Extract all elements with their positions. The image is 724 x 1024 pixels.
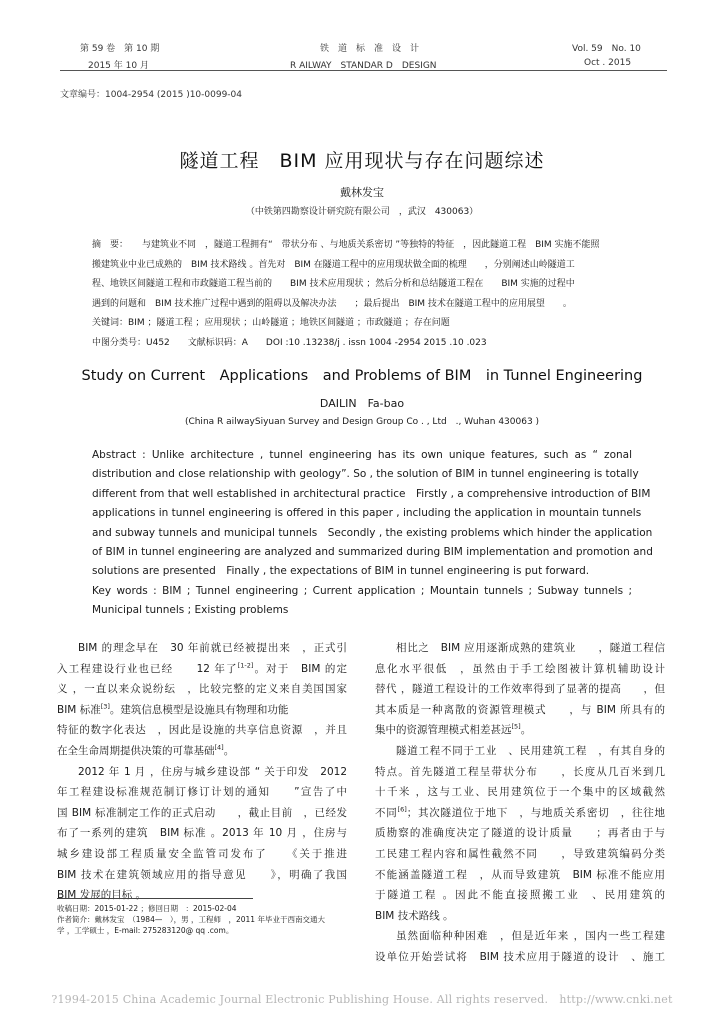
citation: [1-2] (237, 661, 254, 670)
body-line: 2012 年 1 月 ，住房与城乡建设部 “ 关于印发 2012 (78, 765, 347, 778)
article-number: 文章编号：1004-2954 (2015 )10-0099-04 (60, 90, 243, 100)
body-line: BIM 技术在建筑领域应用的指导意见 》，明确了我国 (57, 868, 347, 881)
body-line: 集中的资源管理模式相差甚远[5]。 (375, 722, 532, 737)
abstract-chinese (92, 236, 628, 353)
abstract-line: 搬建筑业中业已成熟的 BIM 技术路线 。首先对 BIM 在隧道工程中的应用现状做全面的梳理 ，分别阐述山岭隧道工 (92, 259, 575, 270)
body-line: 入工程建设行业也已经 12 年了[1-2]。对于 BIM 的定 (57, 661, 347, 675)
citation: [6] (397, 805, 407, 814)
abstract-en-line: different from that well established in architectural practice Firstly , a comprehensive introduction of BIM (92, 487, 651, 500)
body-line: 虽然面临种种困难 ，但是近年来 ，国内一些工程建 (396, 930, 665, 943)
body-line: 工民建工程内容和属性截然不同 ，导致建筑编码分类 (375, 847, 665, 860)
citation: [3] (100, 702, 110, 711)
citation: [4] (214, 743, 224, 752)
footnote-author-email: 学 ，工学硕士 ，E-mail: 275283120@ qq .com。 (57, 926, 234, 935)
keywords-label: 关键词： (92, 318, 129, 328)
abstract-en-line: applications in tunnel engineering is offered in this paper , including the application in mountain tunnels (92, 507, 642, 520)
body-line: 布了一系列的建筑 BIM 标准 。2013 年 10 月 ，住房与 (57, 827, 347, 840)
body-line: 特点。首先隧道工程呈带状分布 ，长度从几百米到几 (375, 765, 665, 778)
footnote-author-bio: 作者简介：戴林发宝 （1984— ），男 ，工程师 ，2011 年毕业于西南交通大 (57, 915, 325, 924)
header-journal-zh: 铁 道 标 准 设 计 (320, 44, 420, 54)
body-line: 特征的数字化表达 ，因此是设施的共享信息资源 ，并且 (57, 724, 347, 737)
author-chinese: 戴林发宝 (340, 186, 384, 199)
abstract-label: 摘 要： (92, 240, 129, 250)
citation: [5] (511, 722, 521, 731)
body-line: 城乡建设部工程质量安全监管司发布了 《关于推进 (57, 847, 347, 860)
copyright-footer: ?1994-2015 China Academic Journal Electronic Publishing House. All rights reserved. http://www.cnki.net (51, 993, 673, 1006)
body-line: BIM 的理念早在 30 年前就已经被提出来 ，正式引 (78, 642, 347, 654)
affiliation-english: (China R ailwaySiyuan Survey and Design Group Co . , Ltd ., Wuhan 430063 ) (184, 417, 540, 427)
body-line: 十千米 ，这与工业、民用建筑位于一个集中的区域截然 (375, 786, 665, 799)
abstract-en-line: solutions are presented Finally , the expectations of BIM in tunnel engineering is put forward. (92, 565, 590, 578)
body-line: 义 ，一直以来众说纷纭 ，比较完整的定义来自美国国家 (57, 683, 347, 696)
body-line: 不能涵盖隧道工程 ，从而导致建筑 BIM 标准不能应用 (375, 868, 665, 881)
body-column-right (375, 638, 665, 968)
body-line: 不同[6]；其次隧道位于地下 ，与地质关系密切 ，往往地 (375, 805, 666, 819)
body-line: 年工程建设标准规范制订修订计划的通知 ”宣告了中 (57, 786, 347, 799)
abstract-english (92, 446, 653, 621)
footnote (57, 903, 357, 936)
keywords-en-line: Key words : BIM ; Tunnel engineering ; Current application ; Mountain tunnels ; Subway tunnels ; (92, 584, 632, 597)
header-journal-en: R AILWAY STANDAR D DESIGN (290, 61, 437, 71)
abstract-en-line: distribution and close relationship with geology”. So , the solution of BIM in tunnel engineering is totally (92, 468, 639, 481)
body-line: 设单位开始尝试将 BIM 技术应用于隧道的设计 、施工 (375, 950, 665, 963)
header-volume: 第 59 卷 第 10 期 (80, 44, 160, 54)
abstract-line: 程、地铁区间隧道工程和市政隧道工程当前的 BIM 技术应用现状 ；然后分析和总结隧道工程在 BIM 实施的过程中 (92, 279, 575, 289)
abstract-en-line: of BIM in tunnel engineering are analyzed and summarized during BIM implementation and promotion and (92, 546, 653, 559)
title-english: Study on Current Applications and Problems of BIM in Tunnel Engineering (81, 368, 643, 384)
body-line: 于隧道工程 。因此不能直接照搬工业 、民用建筑的 (375, 889, 665, 902)
footnote-received: 收稿日期：2015-01-22 ；修回日期 ：2015-02-04 (57, 904, 237, 913)
keywords-chinese: BIM ；隧道工程 ；应用现状 ；山岭隧道 ；地铁区间隧道 ；市政隧道 ；存在问题 (128, 318, 450, 328)
abstract-en-line: Abstract : Unlike architecture , tunnel engineering has its own unique features, such as “ zonal (92, 449, 632, 461)
body-line: 国 BIM 标准制定工作的正式启动 ，截止目前 ，已经发 (57, 806, 347, 819)
classification-line: 中图分类号：U452 文献标识码：A DOI :10 .13238/j . issn 1004 -2954 2015 .10 .023 (92, 337, 487, 348)
title-chinese: 隧道工程 BIM 应用现状与存在问题综述 (179, 150, 545, 172)
body-line: BIM 技术路线 。 (375, 909, 454, 922)
body-line: 相比之 BIM 应用逐渐成熟的建筑业 ，隧道工程信 (396, 642, 665, 654)
author-english: DAILIN Fa-bao (319, 397, 405, 410)
body-line: 隧道工程不同于工业 、民用建筑工程 ，有其自身的 (396, 744, 665, 757)
abstract-line: 与建筑业不同 ，隧道工程拥有“ 带状分布 、与地质关系密切 ”等独特的特征 ，因此隧道工程 BIM 实施不能照 (142, 240, 600, 250)
header-date-en: Oct . 2015 (584, 58, 632, 68)
body-line: 质勘察的准确度决定了隧道的设计质量 ；再者由于与 (375, 827, 665, 840)
abstract-en-line: and subway tunnels and municipal tunnels Secondly , the existing problems which hinder the application (92, 526, 653, 539)
body-column-left (57, 638, 347, 906)
header-date: 2015 年 10 月 (88, 61, 149, 71)
body-line: BIM 标准[3]。建筑信息模型是设施具有物理和功能 (57, 702, 289, 716)
body-line: 替代 ，隧道工程设计的工作效率得到了显著的提高 ，但 (375, 683, 665, 696)
abstract-line: 遇到的问题和 BIM 技术推广过程中遇到的阻碍以及解决办法 ；最后提出 BIM 技术在隧道工程中的应用展望 。 (92, 298, 572, 309)
header-volume-en: Vol. 59 No. 10 (572, 44, 641, 54)
header-rule (60, 70, 667, 71)
affiliation-chinese: （中铁第四勘察设计研究院有限公司 ，武汉 430063） (245, 207, 479, 217)
body-line: BIM 发展的目标 。 (57, 889, 147, 902)
footnote-rule (57, 898, 253, 899)
body-line: 息化水平很低 ，虽然由于手工绘图被计算机辅助设计 (375, 662, 665, 675)
keywords-en-line: Municipal tunnels ; Existing problems (92, 604, 289, 617)
body-line: 其本质是一种离散的资源管理模式 ，与 BIM 所具有的 (375, 703, 665, 716)
body-line: 在全生命周期提供决策的可靠基础[4]。 (57, 743, 235, 757)
